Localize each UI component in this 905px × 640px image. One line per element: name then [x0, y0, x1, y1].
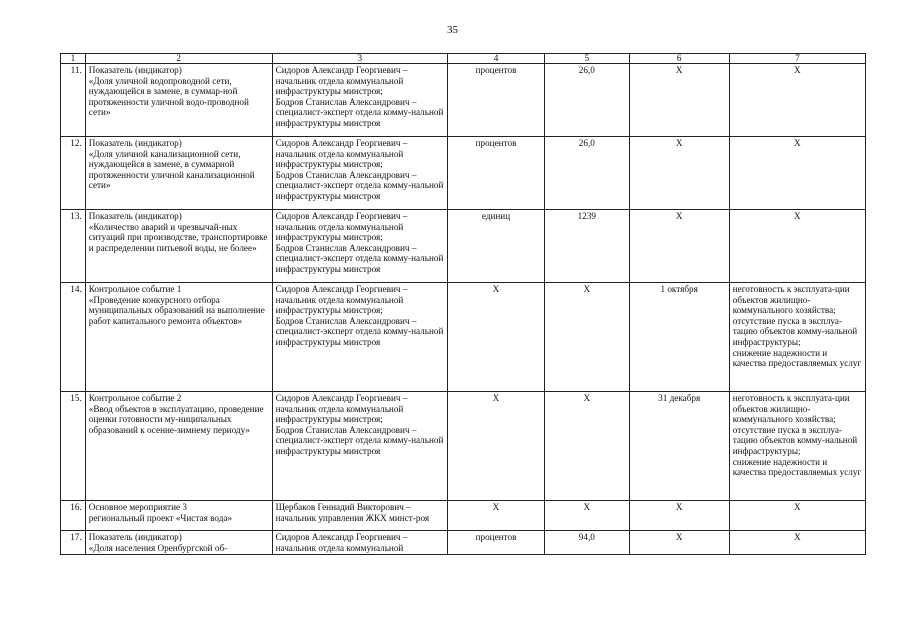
value-cell: Х [545, 392, 630, 501]
date-cell: Х [629, 64, 729, 137]
table-row [61, 64, 866, 137]
unit-cell: Х [448, 392, 545, 501]
row-number: 11. [61, 64, 86, 137]
date-cell: Х [629, 210, 729, 283]
row-number: 14. [61, 283, 86, 392]
table-row [61, 210, 866, 283]
indicator-cell: Показатель (индикатор) «Количество аварий и чрезвычай-ных ситуаций при производстве, транспортировке и распределении питьевой воды, не более» [85, 210, 272, 283]
table-row [61, 501, 866, 531]
date-cell: 31 декабря [629, 392, 729, 501]
value-cell: Х [545, 283, 630, 392]
risk-cell: Х [729, 64, 865, 137]
date-cell: Х [629, 501, 729, 531]
row-number: 16. [61, 501, 86, 531]
responsible-cell: Сидоров Александр Георгиевич – начальник отдела коммунальной инфраструктуры минстроя; Бодров Станислав Александрович – специалист-эксперт отдела комму-нальной инфраструктуры минстроя [272, 137, 447, 210]
column-header: 2 [85, 54, 272, 64]
value-cell: Х [545, 501, 630, 531]
value-cell: 1239 [545, 210, 630, 283]
indicator-cell: Показатель (индикатор) «Доля населения Оренбургской об- [85, 531, 272, 555]
risk-cell: неготовность к эксплуата-ции объектов жилищно-коммунального хозяйства; отсутствие пуска в эксплуа-тацию объектов комму-нальной инфраструктуры; снижение надежности и качества предоставляемых услуг [729, 392, 865, 501]
column-header: 6 [629, 54, 729, 64]
responsible-cell: Сидоров Александр Георгиевич – начальник отдела коммунальной инфраструктуры минстроя; Бодров Станислав Александрович – специалист-эксперт отдела комму-нальной инфраструктуры минстроя [272, 64, 447, 137]
unit-cell: процентов [448, 64, 545, 137]
responsible-cell: Сидоров Александр Георгиевич – начальник отдела коммунальной инфраструктуры минстроя; Бодров Станислав Александрович – специалист-эксперт отдела комму-нальной инфраструктуры минстроя [272, 283, 447, 392]
date-cell: Х [629, 531, 729, 555]
unit-cell: процентов [448, 137, 545, 210]
row-number: 12. [61, 137, 86, 210]
indicator-cell: Контрольное событие 2 «Ввод объектов в эксплуатацию, проведение оценки готовности му-ниципальных образований к осенне-зимнему периоду» [85, 392, 272, 501]
indicator-cell: Основное мероприятие 3 региональный проект «Чистая вода» [85, 501, 272, 531]
risk-cell: Х [729, 531, 865, 555]
page-number: 35 [447, 24, 458, 36]
risk-cell: Х [729, 501, 865, 531]
unit-cell: единиц [448, 210, 545, 283]
value-cell: 26,0 [545, 137, 630, 210]
risk-cell: неготовность к эксплуата-ции объектов жилищно-коммунального хозяйства; отсутствие пуска в эксплуа-тацию объектов комму-нальной инфраструктуры; снижение надежности и качества предоставляемых услуг [729, 283, 865, 392]
row-number: 15. [61, 392, 86, 501]
column-header: 1 [61, 54, 86, 64]
responsible-cell: Щербаков Геннадий Викторович – начальник управления ЖКХ минст-роя [272, 501, 447, 531]
header-row [61, 54, 866, 64]
column-header: 5 [545, 54, 630, 64]
responsible-cell: Сидоров Александр Георгиевич – начальник отдела коммунальной инфраструктуры минстроя; Бодров Станислав Александрович – специалист-эксперт отдела комму-нальной инфраструктуры минстроя [272, 392, 447, 501]
column-header: 3 [272, 54, 447, 64]
unit-cell: Х [448, 283, 545, 392]
date-cell: Х [629, 137, 729, 210]
value-cell: 26,0 [545, 64, 630, 137]
table-row [61, 283, 866, 392]
indicator-cell: Показатель (индикатор) «Доля уличной водопроводной сети, нуждающейся в замене, в суммар-ной протяженности уличной водо-проводной сети» [85, 64, 272, 137]
indicator-cell: Контрольное событие 1 «Проведение конкурсного отбора муниципальных образований на выполнение работ капитального ремонта объектов» [85, 283, 272, 392]
table-row [61, 137, 866, 210]
unit-cell: процентов [448, 531, 545, 555]
responsible-cell: Сидоров Александр Георгиевич – начальник отдела коммунальной [272, 531, 447, 555]
value-cell: 94,0 [545, 531, 630, 555]
date-cell: 1 октября [629, 283, 729, 392]
row-number: 17. [61, 531, 86, 555]
column-header: 7 [729, 54, 865, 64]
row-number: 13. [61, 210, 86, 283]
responsible-cell: Сидоров Александр Георгиевич – начальник отдела коммунальной инфраструктуры минстроя; Бодров Станислав Александрович – специалист-эксперт отдела комму-нальной инфраструктуры минстроя [272, 210, 447, 283]
table-row [61, 392, 866, 501]
plan-table [60, 53, 866, 555]
column-header: 4 [448, 54, 545, 64]
unit-cell: Х [448, 501, 545, 531]
table-row [61, 531, 866, 555]
indicator-cell: Показатель (индикатор) «Доля уличной канализационной сети, нуждающейся в замене, в суммарной протяженности уличной канализационной сети» [85, 137, 272, 210]
risk-cell: Х [729, 137, 865, 210]
risk-cell: Х [729, 210, 865, 283]
